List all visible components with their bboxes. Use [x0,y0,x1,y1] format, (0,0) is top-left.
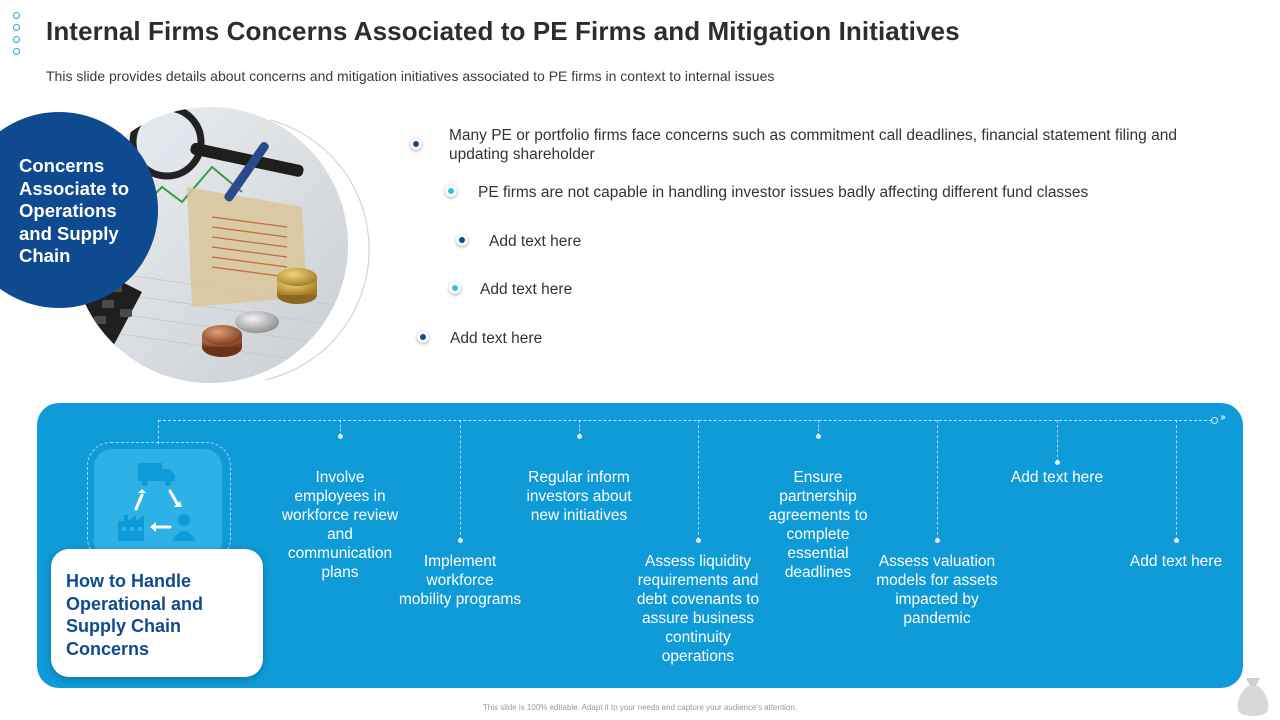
step-connector-2 [460,420,461,540]
concern-point-4: Add text here [480,281,573,298]
step-dot-5 [816,434,821,439]
step-connector-7 [1057,420,1058,462]
concerns-circle-label: Concerns Associate to Operations and Supply Chain [19,155,130,266]
step-dot-7 [1055,460,1060,465]
step-dot-3 [577,434,582,439]
mitigation-step-5: Ensure partnership agreements to complete essential deadlines [768,469,868,581]
page-subtitle: This slide provides details about concerns and mitigation initiatives associated to PE firms in context to internal issues [46,68,775,84]
concern-point-1: Many PE or portfolio firms face concerns such as commitment call deadlines, financial statement filing and updating shareholder [449,127,1177,163]
supply-chain-cycle-icon [94,449,222,559]
step-connector-6 [937,420,938,540]
step-connector-4 [698,420,699,540]
mitigation-step-3: Regular inform investors about new initiatives [526,469,632,524]
step-dot-6 [935,538,940,543]
page-title: Internal Firms Concerns Associated to PE Firms and Mitigation Initiatives [46,16,960,46]
mitigation-step-6: Assess valuation models for assets impacted by pandemic [876,553,998,627]
step-dot-8 [1174,538,1179,543]
timeline-end-dot [1211,417,1218,424]
concern-point-2: PE firms are not capable in handling investor issues badly affecting different fund classes [478,184,1089,201]
point-dot-1 [410,138,422,150]
mitigation-step-1: Involve employees in workforce review and communication plans [281,469,399,581]
point-dot-4 [449,282,461,294]
mitigation-step-4: Assess liquidity requirements and debt covenants to assure business continuity operations [636,553,760,665]
point-dot-2 [445,185,457,197]
mitigation-label: How to Handle Operational and Supply Chain Concerns [66,571,204,660]
step-dot-1 [338,434,343,439]
mitigation-step-7: Add text here [1010,469,1104,486]
mitigation-step-2: Implement workforce mobility programs [398,553,522,608]
step-dot-2 [458,538,463,543]
point-dot-3 [456,234,468,246]
step-connector-8 [1176,420,1177,540]
concern-point-3: Add text here [489,233,582,250]
step-dot-4 [696,538,701,543]
connector-line [158,420,159,444]
money-bag-icon [1236,672,1270,716]
timeline-arrows: ››› [1220,412,1224,423]
footer-note: This slide is 100% editable. Adapt it to your needs and capture your audience's attention. [482,703,798,712]
timeline-line [158,420,1212,421]
concern-point-5: Add text here [450,330,543,347]
mitigation-step-8: Add text here [1129,553,1223,570]
point-dot-5 [417,331,429,343]
supply-chain-icon-box [94,449,222,559]
